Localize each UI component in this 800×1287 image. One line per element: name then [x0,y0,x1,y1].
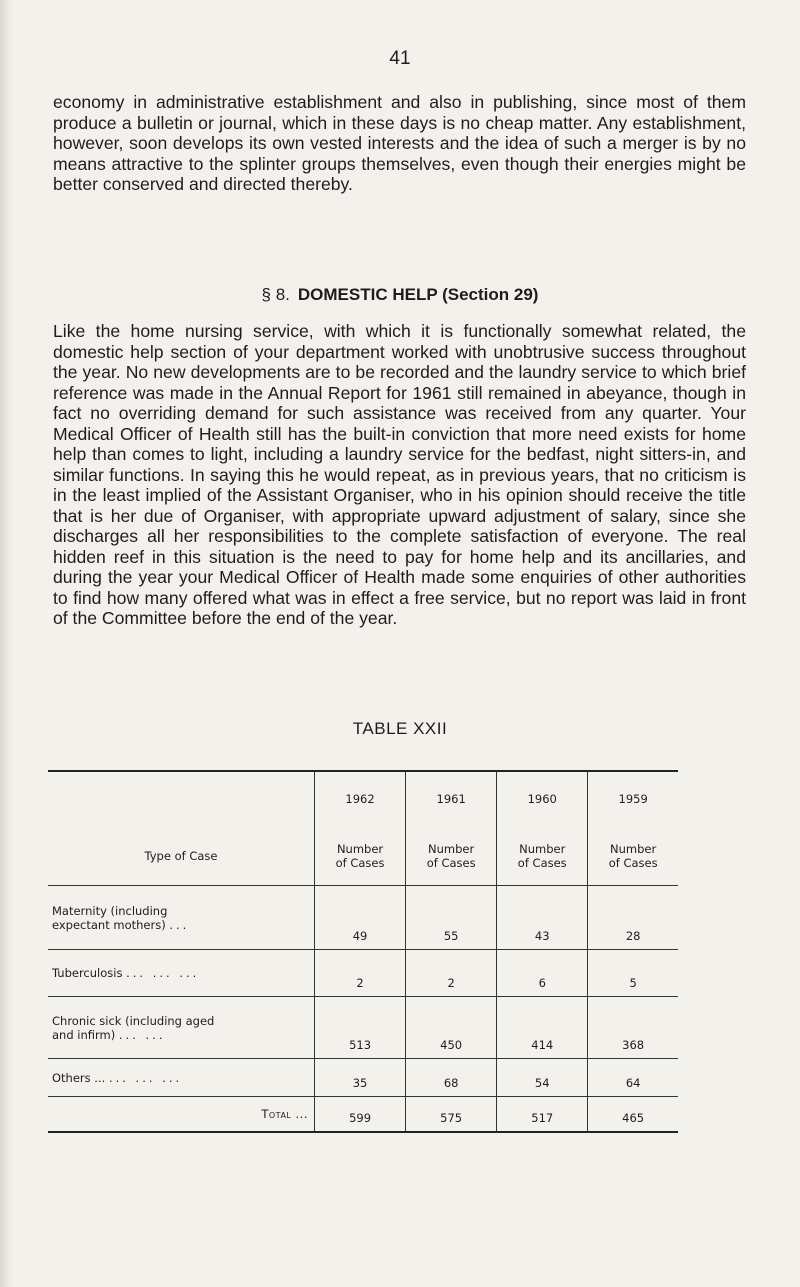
page-edge-shadow [0,0,14,1287]
section-number: § 8. [261,285,290,304]
cell-value: 64 [588,1059,678,1097]
row-label: Maternity (including expectant mothers) ... [48,886,315,950]
cell-value: 2 [406,950,497,997]
cell-value: 43 [497,886,588,950]
cell-value: 49 [315,886,406,950]
cell-value: 28 [588,886,678,950]
cases-table [48,770,678,1133]
year-header: 1960 [497,771,588,826]
year-header: 1959 [588,771,678,826]
table-row [48,950,678,997]
type-of-case-header: Type of Case [144,849,218,863]
total-value: 465 [588,1097,678,1133]
cell-value: 54 [497,1059,588,1097]
table-row [48,886,678,950]
row-label: Tuberculosis ... ... ... [48,950,315,997]
year-header: 1961 [406,771,497,826]
cell-value: 55 [406,886,497,950]
total-row [48,1097,678,1133]
table-row [48,1059,678,1097]
paragraph-domestic-help: Like the home nursing service, with which it is functionally somewhat related, the domestic help section of your department worked with unobtrusive success throughout the year. No new developments are to be recorded and the laundry service to which brief reference was made in the Annual Report for 1961 still remained in abeyance, though in fact no overriding demand for such assistance was received from any quarter. Your Medical Officer of Health still has the built-in conviction that more need exists for home help than comes to light, including a laundry service for the bedfast, night sitters-in, and similar functions. In saying this he would repeat, as in previous years, that no criticism is in the least implied of the Assistant Organiser, who in his opinion should receive the title that is her due of Organiser, with appropriate upward adjustment of salary, since she discharges all her responsibilities to the complete satisfaction of everyone. The real hidden reef in this situation is the need to pay for home help and its ancillaries, and during the year your Medical Officer of Health made some enquiries of other authorities to find how many offered what was in effect a free service, but no report was laid in front of the Committee before the end of the year. [53,321,746,628]
year-header: 1962 [315,771,406,826]
total-label: Total ... [48,1097,315,1133]
unit-header: Number of Cases [588,826,678,886]
paragraph-intro: economy in administrative establishment and also in publishing, since most of them produce a bulletin or journal, which in these days is no cheap matter. Any establishment, however, soon develops its own vested interests and the idea of such a merger is by no means attractive to the splinter groups themselves, even though their energies might be better conserved and directed thereby. [53,92,746,194]
row-label: Others ... ... ... ... [48,1059,315,1097]
cell-value: 68 [406,1059,497,1097]
total-value: 599 [315,1097,406,1133]
table-title: TABLE XXII [352,719,448,738]
cell-value: 5 [588,950,678,997]
page-number: 41 [389,48,411,69]
cell-value: 2 [315,950,406,997]
total-value: 517 [497,1097,588,1133]
cell-value: 513 [315,997,406,1059]
cell-value: 368 [588,997,678,1059]
table-row [48,997,678,1059]
total-value: 575 [406,1097,497,1133]
unit-header: Number of Cases [406,826,497,886]
cell-value: 6 [497,950,588,997]
cell-value: 414 [497,997,588,1059]
cell-value: 35 [315,1059,406,1097]
row-label: Chronic sick (including aged and infirm) ... ... [48,997,315,1059]
section-heading [0,285,800,305]
cell-value: 450 [406,997,497,1059]
unit-header: Number of Cases [315,826,406,886]
section-title: DOMESTIC HELP (Section 29) [297,285,539,304]
unit-header: Number of Cases [497,826,588,886]
